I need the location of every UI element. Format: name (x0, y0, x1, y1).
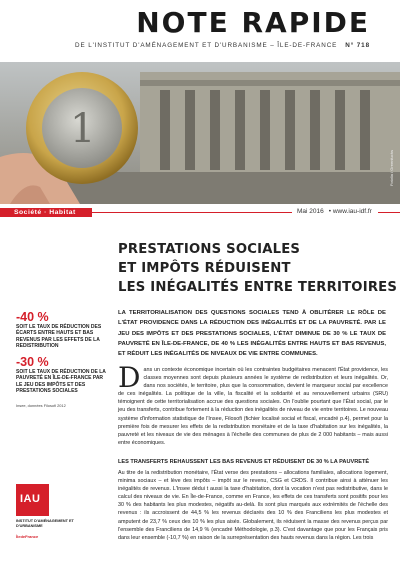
iau-logo (16, 484, 49, 516)
band-rule (92, 212, 292, 213)
stat-block-2 (16, 355, 108, 395)
intro-text: ans un contexte économique incertain où les contraintes budgétaires menacent l'État providence, les classes moyennes sont depuis plusieurs années le système de redistribution et leurs inégalités. Or, dans nos sociétés, le territoire, plus que la consommation, devient le marqueur social par excellence de ces inégalités. La politique de la ville, la fiscalité et la solidarité et au renouvellement urbains (SRU) témoignent de cette territorialisation accrue des questions sociales. On l'oublie pourtant que l'État social, par le jeu des transferts, contribue fortement à la réduction des inégalités de niveau de vie entre territoires. Le nouveau système d'information statistique de l'Insee, Filosofi (fichier localisé social et fiscal, encadré p.4), permet pour la première fois de mesurer les effets de la redistribution monétaire et de la taxe d'habitation sur les inégalités, la pauvreté et les niveaux de vie des ménages à l'échelle des communes de plus de 2 000 habitants – mais aussi entre économiques. (118, 367, 388, 446)
cover-photo (0, 62, 400, 204)
publication-title: NOTE RAPIDE (136, 6, 370, 39)
article-headline (118, 240, 398, 297)
stats-source: Insee, données Filosofi 2012 (16, 403, 66, 408)
region-logo: ÎledeFrance (16, 534, 39, 539)
stat-description: SOIT LE TAUX DE RÉDUCTION DE LA PAUVRETÉ EN ÎLE-DE-FRANCE PAR LE JEU DES IMPÔTS ET DES PRESTATIONS SOCIALES (16, 369, 106, 395)
article-body-section: Au titre de la redistribution monétaire, l'État verse des prestations – allocations familiales, allocations logement, minima sociaux – et lève des impôts – impôt sur le revenu, CSG et CRDS. Il contribue ainsi à atténuer les inégalités de revenus. L'Insee dédui t aussi la taxe d'habitation, dont la vocation n'est pas redistributive, dans le calcul des niveaux de vie. En Île-de-France, comme en France, les effets de ces transferts sont positifs pour les 30 % des habitants les plus modestes, négatifs au-delà. Ils sont plus marqués aux extrémités de l'échelle des revenus : ils accroissent de 44,5 % les revenus déclarés des 10 % des Franciliens les plus modestes et amputent de 23,7 % ceux des 10 % les plus aisés. Globalement, ils réduisent la masse des revenus perçus par l'ensemble des Franciliens de 14,9 % (encadré Méthodologie, p.3). C'est davantage que pour les Français pris dans leur ensemble (-10,7 %) en raison de la surreprésentation des hauts revenus dans la région. Les trois (118, 470, 388, 541)
photo-credit: Fotolia / Greenfuchs (389, 150, 394, 187)
stat-value: -30 % (16, 355, 49, 369)
article-lede: LA TERRITORIALISATION DES QUESTIONS SOCIALES TEND À OBLITÉRER LE RÔLE DE L'ÉTAT PROVIDENCE DANS LA RÉDUCTION DES INÉGALITÉS ET DE LA PAUVRETÉ. PAR LE JEU DES IMPÔTS ET DES PRESTATIONS SOCIALES, L'ÉTAT DIMINUE DE 30 % LE TAUX DE PAUVRETÉ EN ÎLE-DE-FRANCE, DE 40 % LES INÉGALITÉS ENTRE HAUTS ET BAS REVENUS, ET RÉDUIT LES INÉGALITÉS DE NIVEAUX DE VIE ENTRE COMMUNES. (118, 310, 386, 358)
section-label: Société · Habitat (0, 208, 92, 217)
section-band (0, 205, 400, 219)
issue-number: N° 718 (345, 42, 370, 49)
headline-line-3: LES INÉGALITÉS ENTRE TERRITOIRES (118, 280, 398, 295)
publisher-name: DE L'INSTITUT D'AMÉNAGEMENT ET D'URBANISME – ÎLE-DE-FRANCE (75, 42, 338, 49)
svg-text:1: 1 (70, 106, 96, 152)
logo-caption: INSTITUT D'AMÉNAGEMENT ET D'URBANISME (16, 519, 74, 528)
headline-line-1: PRESTATIONS SOCIALES (118, 242, 301, 257)
logo-mark: IAU (20, 493, 41, 505)
publication-subtitle (75, 42, 370, 49)
issue-date (297, 208, 372, 215)
website-link[interactable]: • www.iau-idf.fr (328, 208, 372, 215)
band-rule-right (378, 212, 400, 213)
article-body-intro (118, 361, 388, 447)
section-subhead: LES TRANSFERTS REHAUSSENT LES BAS REVENUS ET RÉDUISENT DE 30 % LA PAUVRETÉ (118, 459, 370, 465)
stat-value: -40 % (16, 310, 49, 324)
euro-coin-photo (0, 62, 400, 204)
stat-description: SOIT LE TAUX DE RÉDUCTION DES ÉCARTS ENTRE HAUTS ET BAS REVENUS PAR LES EFFETS DE LA REDISTRIBUTION (16, 324, 102, 350)
masthead (0, 0, 400, 62)
headline-line-2: ET IMPÔTS RÉDUISENT (118, 261, 291, 276)
drop-cap: D (118, 361, 141, 394)
date-text: Mai 2016 (297, 208, 324, 215)
stat-block-1 (16, 310, 108, 350)
